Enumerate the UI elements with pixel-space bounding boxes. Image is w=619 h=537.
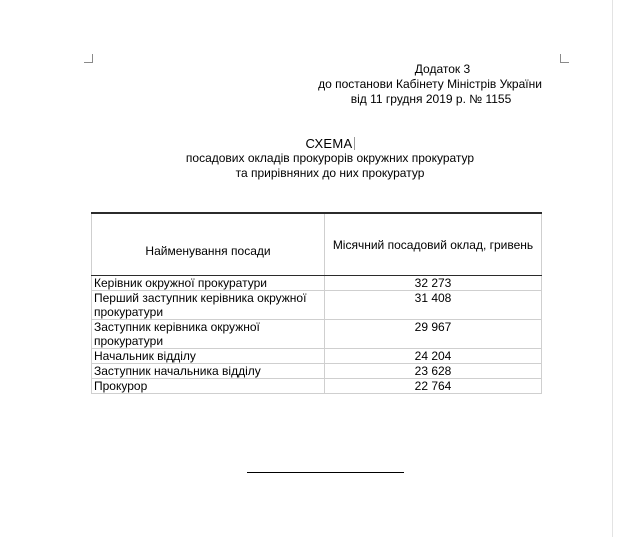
table-row bbox=[92, 349, 542, 364]
margin-corner-top-left bbox=[84, 54, 93, 63]
salary-cell: 31 408 bbox=[325, 291, 542, 320]
header-salary: Місячний посадовий оклад, гривень bbox=[325, 213, 542, 276]
appendix-number: Додаток 3 bbox=[414, 62, 471, 76]
salary-cell: 32 273 bbox=[325, 276, 542, 291]
text-cursor bbox=[354, 137, 355, 150]
salary-cell: 23 628 bbox=[325, 364, 542, 379]
header-position: Найменування посади bbox=[92, 213, 325, 276]
end-separator-line bbox=[247, 472, 404, 473]
page-edge bbox=[612, 0, 613, 537]
salary-table bbox=[91, 212, 542, 394]
title-block bbox=[90, 136, 570, 181]
title-heading: СХЕМА bbox=[305, 136, 353, 151]
appendix-date: від 11 грудня 2019 р. № 1155 bbox=[350, 92, 512, 106]
table-row bbox=[92, 364, 542, 379]
salary-cell: 29 967 bbox=[325, 320, 542, 349]
table-row bbox=[92, 379, 542, 394]
salary-cell: 24 204 bbox=[325, 349, 542, 364]
position-cell: Заступник керівника окружної прокуратури bbox=[92, 320, 325, 349]
table-header-row bbox=[92, 213, 542, 276]
title-heading-line bbox=[90, 136, 570, 151]
table-row bbox=[92, 320, 542, 349]
salary-cell: 22 764 bbox=[325, 379, 542, 394]
title-subtitle-1: посадових окладів прокурорів окружних прокуратур bbox=[185, 151, 475, 165]
position-cell: Керівник окружної прокуратури bbox=[92, 276, 325, 291]
position-cell: Заступник начальника відділу bbox=[92, 364, 325, 379]
position-cell: Прокурор bbox=[92, 379, 325, 394]
appendix-block bbox=[290, 62, 570, 107]
title-subtitle-2: та прирівняних до них прокуратур bbox=[235, 166, 425, 180]
table-row bbox=[92, 276, 542, 291]
position-cell: Начальник відділу bbox=[92, 349, 325, 364]
table-row bbox=[92, 291, 542, 320]
appendix-resolution: до постанови Кабінету Міністрів України bbox=[318, 77, 542, 91]
position-cell: Перший заступник керівника окружної прокуратури bbox=[92, 291, 325, 320]
